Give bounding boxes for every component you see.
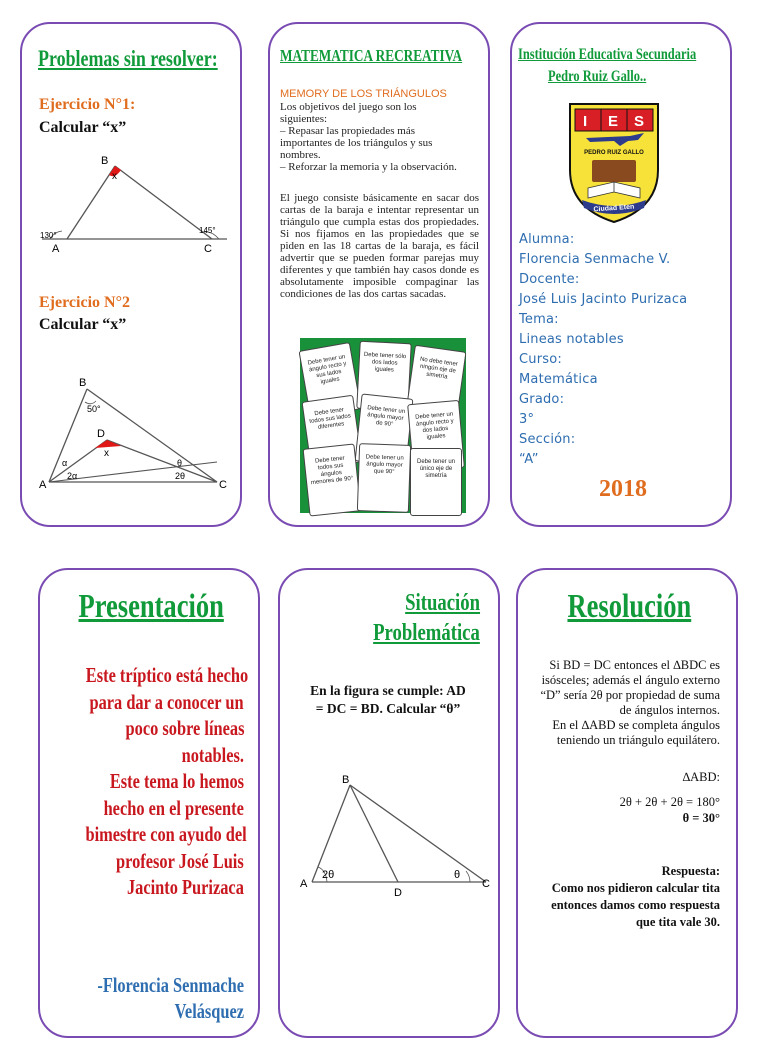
problem-line1: En la figura se cumple: AD (310, 683, 466, 698)
field-value-teacher: José Luis Jacinto Purizaca (519, 292, 688, 307)
presentation-line: poco sobre líneas (125, 716, 244, 740)
problem-line2: = DC = BD. Calcular “θ” (315, 701, 461, 716)
field-value-section: “A” (519, 452, 539, 467)
memory-card: Debe tener un ángulo recto y sus lados iguales (298, 342, 361, 418)
memory-card: Debe tener sólo dos lados iguales (356, 341, 411, 412)
resolution-line: isósceles; además el ángulo externo (541, 673, 720, 687)
memory-card: Debe tener un único eje de simetría (410, 448, 462, 516)
ex1-x-label: x (112, 171, 117, 182)
exercise1-figure (32, 150, 232, 260)
resolution-line: de ángulos internos. (619, 703, 720, 717)
ex2-two-alpha: 2α (67, 471, 78, 481)
fig-vertex-c: C (482, 878, 490, 890)
fig-theta: θ (454, 869, 461, 881)
ex2-x-label: x (104, 448, 109, 459)
ex1-vertex-a: A (52, 243, 60, 255)
objective-line: importantes de los triángulos y sus (280, 137, 433, 149)
field-value-student: Florencia Senmache V. (519, 252, 671, 267)
resolution-line: Si BD = DC entonces el ∆BDC es (549, 658, 720, 672)
resolution-line: teniendo un triángulo equilátero. (556, 733, 720, 747)
triangle-abd-label: ∆ABD: (682, 770, 720, 784)
ex2-alpha: α (62, 458, 68, 468)
field-label-grade: Grado: (519, 392, 565, 407)
memory-card: Debe tener todos sus lados diferentes (302, 395, 363, 470)
answer-block (522, 863, 720, 931)
game-description: El juego consiste básicamente en sacar dos cartas de la baraja e intentar representar un triángulo que cumpla estas dos propiedades. Si nos fijamos en las propiedades que se piden en las 18 cartas de la baraja, es fácil advertir que se pueden formar parejas muy diferentes y que también hay casos donde es absolutamente imposible compaginar las condiciones de las dos cartas sacadas. (280, 192, 479, 300)
memory-card: Debe tener un ángulo recto y dos lados iguales (407, 400, 465, 472)
exercise2-figure (27, 374, 237, 494)
ex1-vertex-c: C (204, 243, 212, 255)
objective-line: Los objetivos del juego son los (280, 101, 417, 113)
problem-figure (294, 770, 494, 900)
author-block (40, 972, 244, 1024)
memory-card: No debe tener ningún eje de simetría (406, 345, 467, 420)
fig-two-theta: 2θ (322, 869, 335, 881)
answer-title: Respuesta: (661, 864, 720, 878)
ex1-vertex-b: B (101, 155, 109, 167)
memory-card: Debe tener un ángulo mayor de 90° (355, 393, 414, 466)
resolution-line: “D” sería 2θ por propiedad de suma (540, 688, 720, 702)
field-value-topic: Lineas notables (519, 332, 624, 347)
ex2-vertex-a: A (39, 479, 47, 491)
memory-cards-photo (300, 338, 466, 513)
answer-line: Como nos pidieron calcular tita (551, 881, 720, 895)
exercise2-title: Ejercicio N°2 (39, 294, 130, 311)
memory-subtitle: MEMORY DE LOS TRIÁNGULOS (280, 88, 447, 100)
field-label-student: Alumna: (519, 232, 575, 247)
crest-banner: PEDRO RUIZ GALLO (584, 150, 644, 156)
presentation-body (40, 662, 249, 901)
author-line1: -Florencia Senmache (97, 973, 244, 997)
exercise1-title: Ejercicio N°1: (39, 96, 136, 113)
objective-line: nombres. (280, 149, 321, 161)
field-label-teacher: Docente: (519, 272, 580, 287)
problem-statement (288, 682, 488, 718)
fig-vertex-b: B (342, 774, 350, 786)
fig-vertex-d: D (394, 887, 402, 899)
field-label-course: Curso: (519, 352, 562, 367)
presentation-line: hecho en el presente (103, 795, 244, 820)
panel-problems (20, 22, 242, 527)
field-value-grade: 3° (519, 412, 535, 427)
memory-card: Debe tener todos sus ángulos menores de 90° (303, 443, 362, 516)
situation-title-line1-text: Situación (405, 590, 480, 616)
resolution-title: Resolución (567, 588, 691, 625)
panel-cover (510, 22, 732, 527)
ex1-angle-c: 145° (199, 226, 216, 235)
answer-line: que tita vale 30. (635, 915, 720, 929)
school-name-line2: Pedro Ruiz Gallo.. (548, 68, 647, 85)
field-value-course: Matemática (519, 372, 598, 387)
resolution-text (522, 658, 720, 748)
year-label: 2018 (599, 476, 647, 502)
ex2-vertex-c: C (219, 479, 227, 491)
panel-problem-situation (278, 568, 500, 1038)
panel-recreational-math (268, 22, 490, 527)
exercise2-task: Calcular “x” (39, 316, 127, 333)
presentation-line: notables. (181, 742, 244, 767)
author-line2: Velásquez (174, 999, 244, 1023)
exercise1-task: Calcular “x” (39, 119, 127, 136)
presentation-line: bimestre con ayudo del (85, 822, 247, 846)
fig-vertex-a: A (300, 878, 308, 890)
panel-resolution (516, 568, 738, 1038)
cover-fields (519, 230, 729, 470)
ex2-vertex-d: D (97, 428, 105, 440)
crest-bottom-text: Ciudad Eten (593, 203, 635, 214)
answer-line: entonces damos como respuesta (551, 898, 720, 912)
field-label-section: Sección: (519, 432, 576, 447)
school-name: Institución Educativa Secundaria (518, 46, 697, 63)
memory-card: Debe tener un ángulo mayor que 90° (357, 443, 411, 513)
ex2-vertex-b: B (79, 377, 87, 389)
ex2-theta: θ (177, 458, 183, 468)
objective-line: siguientes: (280, 113, 328, 125)
recreational-title: MATEMATICA RECREATIVA (280, 46, 463, 65)
presentation-line: profesor José Luis (116, 848, 244, 873)
panel-presentation (38, 568, 260, 1038)
school-crest (566, 100, 662, 226)
presentation-line: Este tema lo hemos (109, 769, 244, 793)
theta-result: θ = 30° (682, 811, 720, 825)
presentation-line: Jacinto Purizaca (127, 875, 244, 899)
ex1-angle-a: 130° (40, 231, 57, 240)
field-label-topic: Tema: (519, 312, 559, 327)
objective-line: – Repasar las propiedades más (280, 125, 416, 137)
angle-equation: 2θ + 2θ + 2θ = 180° (619, 795, 720, 809)
objectives-text (280, 101, 485, 173)
presentation-title: Presentación (78, 588, 224, 625)
situation-title-line2-text: Problemática (373, 620, 480, 646)
crest-letter-i: I (583, 113, 588, 130)
crest-letter-e: E (608, 113, 619, 130)
presentation-line: para dar a conocer un (89, 689, 244, 714)
presentation-line: Este tríptico está hecho (85, 663, 249, 687)
ex2-angle-b: 50° (87, 404, 101, 414)
ex2-two-theta: 2θ (175, 471, 186, 481)
objective-line: – Reforzar la memoria y la observación. (280, 161, 457, 173)
crest-letter-s: S (634, 113, 645, 130)
resolution-line: En el ∆ABD se completa ángulos (552, 718, 720, 732)
problems-title: Problemas sin resolver: (38, 46, 218, 71)
